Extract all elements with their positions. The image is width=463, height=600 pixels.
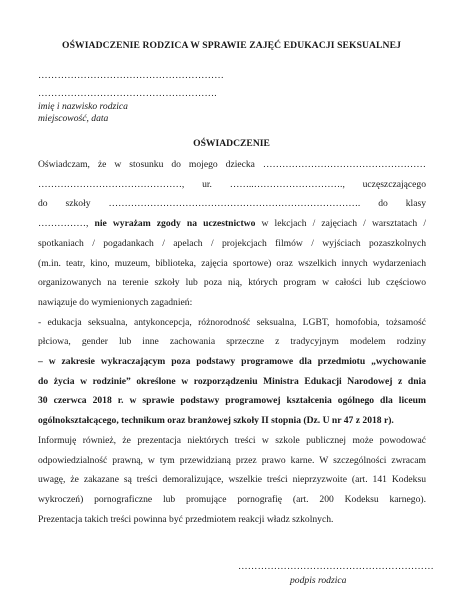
topics-line: płciowa, gender lub inne zachowania sprzeczne z tradycyjnym modelem rodziny xyxy=(38,336,426,348)
para1-line: Oświadczam, że w stosunku do mojego dziecka …………………………………………… xyxy=(38,159,426,170)
para2-line: Prezentacja takich treści powinna być przedmiotem reakcji władz szkolnych. xyxy=(38,513,334,525)
scope-line: 30 czerwca 2018 r. w sprawie podstawy programowej kształcenia ogólnego dla liceum xyxy=(38,395,426,407)
para2-line: wykroczeń) pornograficzne lub promujące pornografię (art. 200 Kodeksu karnego). xyxy=(38,494,426,506)
para1-line: organizowanych na terenie szkoły lub poza nią, których program w całości lub częściowo xyxy=(38,277,426,289)
place-date-label: miejscowość, data xyxy=(38,113,109,124)
signature-label: podpis rodzica xyxy=(290,575,347,586)
topics-line: - edukacja seksualna, antykoncepcja, różnorodność seksualna, LGBT, homofobia, tożsamość xyxy=(38,316,426,328)
para1-line: ………………………………………, ur. ……..………………………., uczęszczającego xyxy=(38,178,426,190)
para2-line: odpowiedzialność prawną, w tym przewidzianą przez prawo karne. W szczególności zwracam xyxy=(38,454,426,466)
no-consent-phrase: nie wyrażam zgody na uczestnictwo xyxy=(94,218,256,230)
para2-line: Informuję również, że prezentacja niektórych treści w szkole publicznej może powodować xyxy=(38,435,426,446)
legal-notice-paragraph xyxy=(38,431,426,530)
para1-line xyxy=(38,214,426,234)
para2-line: uwagę, że zakazane są treści demoralizujące, wszelkie treści nieprzyzwoite (art. 141 Kodeksu xyxy=(38,474,426,486)
scope-line: do życia w rodzinie” określone w rozporządzeniu Ministra Edukacji Narodowej z dnia xyxy=(38,375,426,387)
signature-dots-line: …………………………………………………… xyxy=(238,561,434,572)
scope-line: – w zakresie wykraczającym poza podstawy programowe dla przedmiotu „wychowanie xyxy=(38,356,426,368)
section-heading: OŚWIADCZENIE xyxy=(193,138,270,149)
para1-line: nawiązuje do wymienionych zagadnień: xyxy=(38,296,193,308)
class-dots: ……………, xyxy=(38,218,95,230)
para1-line: spotkaniach / pogadankach / apelach / projekcjach filmów / wyjściach pozaszkolnych xyxy=(38,237,426,249)
declaration-paragraph xyxy=(38,155,426,431)
name-label: imię i nazwisko rodzica xyxy=(38,101,128,112)
place-dots-line: ………………………………………………. xyxy=(38,88,217,99)
document-title: OŚWIADCZENIE RODZICA W SPRAWIE ZAJĘĆ EDUKACJI SEKSUALNEJ xyxy=(62,40,401,51)
para1-line: do szkoły ……………………………………………………………………. do klasy xyxy=(38,198,426,210)
para1-line: (m.in. teatr, kino, muzeum, biblioteka, zajęcia sportowe) oraz wszelkich innych wydarzeniach xyxy=(38,257,426,269)
name-dots-line: ………………………………………………… xyxy=(38,70,225,81)
para1-line-tail: w lekcjach / zajęciach / warsztatach / xyxy=(255,218,427,230)
scope-line: ogólnokształcącego, technikum oraz branżowej szkoły II stopnia (Dz. U nr 47 z 2018 r). xyxy=(38,415,394,427)
